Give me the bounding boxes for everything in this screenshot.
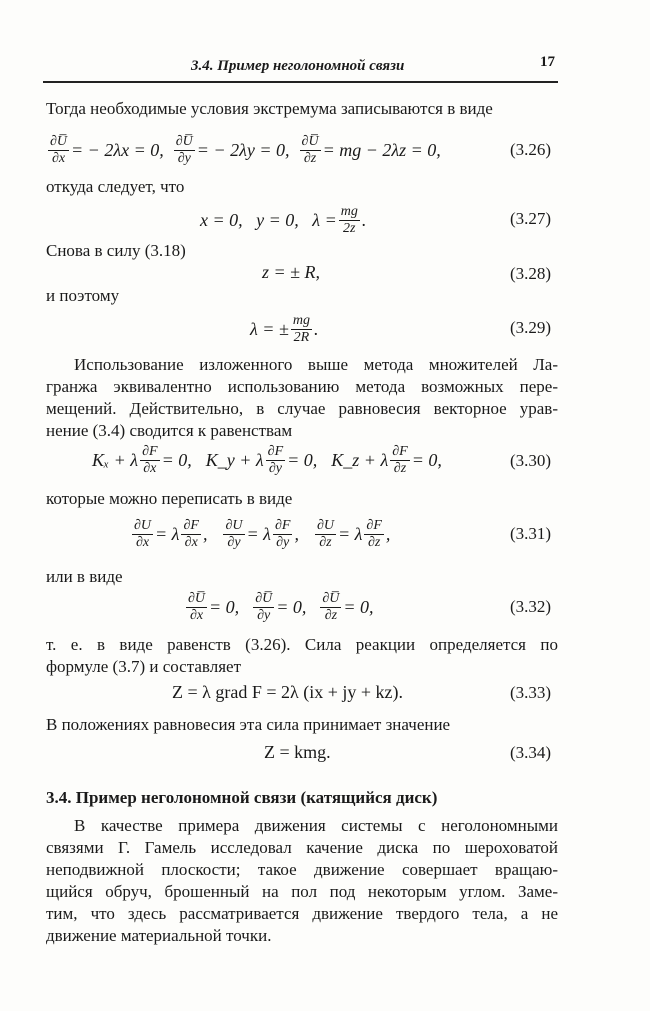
paragraph-reaction <box>46 634 558 678</box>
frac-num: ∂U̅ <box>188 590 206 606</box>
eq-part: Kₓ + λ <box>92 449 139 470</box>
text-line: гранжа эквивалентно использованию метода возможных пере- <box>46 377 558 396</box>
frac-num: ∂U̅ <box>255 590 273 606</box>
text-line: движение материальной точки. <box>46 926 272 945</box>
frac-den: ∂x <box>135 534 150 550</box>
equation-3-33: Z = λ grad F = 2λ (ix + jy + kz). <box>172 682 404 702</box>
equation-3-28: z = ± R, <box>262 262 321 282</box>
or-form-text: или в виде <box>46 567 123 586</box>
page-number: 17 <box>540 54 555 70</box>
frac-num: ∂F <box>183 517 199 533</box>
eq-part: = 0, <box>411 449 442 470</box>
frac-den: ∂y <box>227 534 241 550</box>
eq-part: = 0, <box>287 449 318 470</box>
frac-den: ∂x <box>143 460 157 476</box>
again-text: Снова в силу (3.18) <box>46 241 186 260</box>
frac-den: ∂z <box>367 534 381 550</box>
text-line: связями Г. Гамель исследовал качение диска по шероховатой <box>46 838 558 857</box>
text-line: неподвижной плоскости; такое движение совершает вращаю- <box>46 860 558 879</box>
eq-part: . <box>361 209 367 230</box>
frac-den: 2R <box>293 329 310 345</box>
equation-3-26 <box>46 128 441 172</box>
eq-part: K_y + λ <box>205 449 264 470</box>
eq-number-3-26: (3.26) <box>510 140 552 159</box>
eq-number-3-28: (3.28) <box>510 264 552 283</box>
frac-num: ∂U <box>316 517 334 533</box>
frac-num: ∂F <box>142 443 158 459</box>
text-line: нение (3.4) сводится к равенствам <box>46 421 293 440</box>
text-line: В качестве примера движения системы с неголономными <box>74 816 558 835</box>
frac-den: ∂z <box>324 607 338 623</box>
running-title: 3.4. Пример неголономной связи <box>191 58 405 74</box>
frac-den: 2z <box>343 220 356 236</box>
frac-den: ∂y <box>257 607 271 623</box>
equation-3-27 <box>200 198 366 242</box>
frac-num: mg <box>340 203 358 219</box>
equation-3-34: Z = kmg. <box>264 742 331 762</box>
eq-part: = 0, <box>343 596 374 617</box>
equation-3-32 <box>184 585 374 629</box>
eq-number-3-27: (3.27) <box>510 209 552 228</box>
frac-num: ∂U̅ <box>301 133 319 149</box>
frac-den: ∂z <box>393 460 407 476</box>
eq-part: = 0, <box>276 596 307 617</box>
text-line: т. е. в виде равенств (3.26). Сила реакции определяется по <box>46 635 558 654</box>
text-line: формуле (3.7) и составляет <box>46 657 241 676</box>
whence-text: откуда следует, что <box>46 177 185 196</box>
frac-num: ∂F <box>267 443 284 459</box>
eq-number-3-34: (3.34) <box>510 743 552 762</box>
eq-number-3-31: (3.31) <box>510 524 552 543</box>
frac-den: ∂x <box>51 150 66 166</box>
frac-num: ∂U̅ <box>322 590 340 606</box>
intro-text: Тогда необходимые условия экстремума записываются в виде <box>46 99 493 118</box>
eq-number-3-30: (3.30) <box>510 451 552 470</box>
frac-num: ∂U <box>134 517 152 533</box>
equation-3-31 <box>130 512 390 556</box>
eq-number-3-32: (3.32) <box>510 597 552 616</box>
frac-den: ∂z <box>319 534 332 550</box>
frac-num: ∂U̅ <box>175 133 193 149</box>
text-line: щийся обруч, брошенный на пол под некоторым углом. Заме- <box>46 882 558 901</box>
text-line: Использование изложенного выше метода множителей Ла- <box>74 355 558 374</box>
text-line: мещений. Действительно, в случае равновесия векторное урав- <box>46 399 558 418</box>
frac-num: ∂F <box>366 517 382 533</box>
frac-den: ∂z <box>303 150 317 166</box>
eq-number-3-33: (3.33) <box>510 683 552 702</box>
text-line: тим, что здесь рассматривается движение твердого тела, а не <box>46 904 558 923</box>
equation-3-30 <box>92 438 442 482</box>
section-title: 3.4. Пример неголономной связи (катящийся диск) <box>46 788 438 807</box>
eq-part: = − 2λx = 0, <box>71 139 164 160</box>
eq-part: = λ <box>337 523 363 544</box>
eq-part: = 0, <box>209 596 240 617</box>
rewrite-text: которые можно переписать в виде <box>46 489 293 508</box>
paragraph-lagrange <box>46 354 558 442</box>
equilibrium-text: В положениях равновесия эта сила принимает значение <box>46 715 451 734</box>
frac-den: ∂y <box>268 460 282 476</box>
header-rule <box>43 81 558 83</box>
frac-den: ∂x <box>189 607 204 623</box>
equation-3-29 <box>250 307 318 351</box>
frac-num: ∂F <box>274 517 291 533</box>
eq-part: = − 2λy = 0, <box>196 139 290 160</box>
frac-den: ∂y <box>177 150 191 166</box>
eq-part: λ = ± <box>250 318 289 339</box>
eq-part: = λ <box>155 523 180 544</box>
therefore-text: и поэтому <box>46 286 120 305</box>
eq-part: K_z + λ <box>331 449 389 470</box>
frac-num: ∂U̅ <box>50 133 68 149</box>
eq-part: x = 0, y = 0, λ = <box>200 209 337 230</box>
frac-den: ∂x <box>184 534 198 550</box>
frac-num: mg <box>292 312 310 328</box>
frac-num: ∂U <box>225 517 243 533</box>
frac-den: ∂y <box>276 534 290 550</box>
eq-part: = mg − 2λz = 0, <box>322 139 441 160</box>
eq-part: , <box>294 523 299 544</box>
frac-num: ∂F <box>392 443 408 459</box>
eq-part: = λ <box>246 523 271 544</box>
eq-part: = 0, <box>161 449 192 470</box>
paragraph-disk <box>46 815 558 947</box>
eq-part: , <box>385 523 391 544</box>
eq-part: . <box>313 318 319 339</box>
eq-part: , <box>202 523 208 544</box>
eq-number-3-29: (3.29) <box>510 318 552 337</box>
